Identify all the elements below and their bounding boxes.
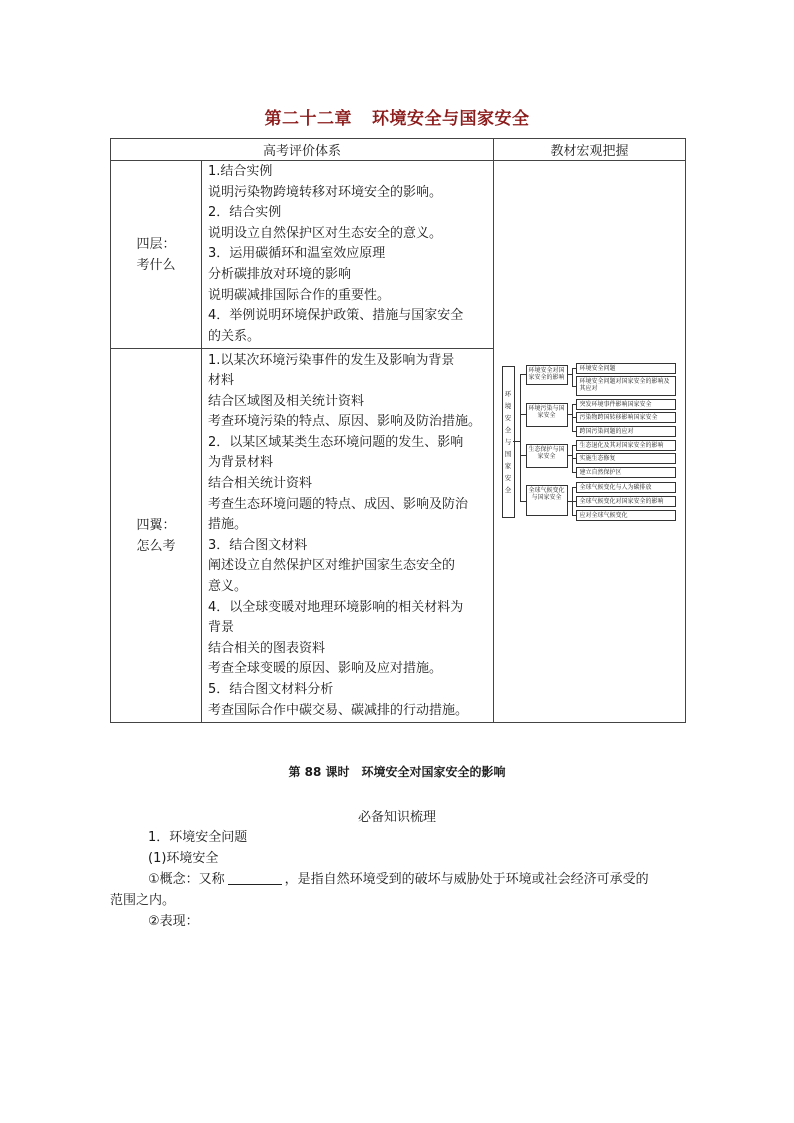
header-textbook-overview: 教材宏观把握 <box>494 139 686 161</box>
mindmap-leaf: 跨国污染问题的应对 <box>576 426 676 437</box>
section-title: 必备知识梳理 <box>357 810 436 825</box>
mindmap-cell <box>494 161 686 723</box>
concept-line: ①概念：又称 ，是指自然环境受到的破坏与威胁处于环境或社会经济可承受的 <box>148 872 649 887</box>
mindmap-leaf: 环境安全问题 <box>576 363 676 374</box>
evaluation-table <box>110 138 686 723</box>
mindmap-leaf: 污染物跨国转移影响国家安全 <box>576 412 676 423</box>
mindmap-leaf: 应对全球气候变化 <box>576 510 676 521</box>
mindmap-leaf: 全球气候变化与人为碳排放 <box>576 482 676 493</box>
four-layers-content: 1.结合实例 说明污染物跨境转移对环境安全的影响。 2．结合实例 说明设立自然保护区对生态安全的意义。 3．运用碳循环和温室效应原理 分析碳排放对环境的影响 说明碳减排国际合作的重要性。 4．举例说明环境保护政策、措施与国家安全 的关系。 <box>202 161 494 349</box>
lesson-title: 第 88 课时 环境安全对国家安全的影响 <box>288 765 506 779</box>
manifestation-label: ②表现： <box>148 914 199 929</box>
mindmap-leaf: 全球气候变化对国家安全的影响 <box>576 496 676 507</box>
chapter-number: 第二十二章 <box>264 109 352 129</box>
chapter-name: 环境安全与国家安全 <box>372 109 530 129</box>
row-label-four-wings: 四翼： 怎么考 <box>111 349 202 723</box>
mindmap-leaf: 建立自然保护区 <box>576 467 676 478</box>
mindmap-root: 环境安全与国家安全 <box>502 366 515 518</box>
mindmap-branch-1: 环境安全对国家安全的影响 <box>526 365 568 385</box>
mindmap-leaf: 生态退化及其对国家安全的影响 <box>576 440 676 451</box>
mindmap-branch-2: 环境污染与国家安全 <box>526 403 568 427</box>
concept-line-continued: 范围之内。 <box>110 893 176 908</box>
body-content <box>110 827 685 932</box>
heading-environment-security-issues: 1．环境安全问题 <box>148 830 248 845</box>
header-exam-evaluation: 高考评价体系 <box>111 139 494 161</box>
row-label-four-layers: 四层： 考什么 <box>111 161 202 349</box>
mindmap-leaf: 实施生态修复 <box>576 453 676 464</box>
chapter-title <box>0 104 794 129</box>
mindmap-branch-3: 生态保护与国家安全 <box>526 444 568 468</box>
mindmap-leaf: 环境安全问题对国家安全的影响及其应对 <box>576 376 676 396</box>
mindmap-leaf: 突发环境事件影响国家安全 <box>576 399 676 410</box>
mindmap-branch-4: 全球气候变化与国家安全 <box>526 485 568 516</box>
four-wings-content: 1.以某次环境污染事件的发生及影响为背景 材料 结合区域图及相关统计资料 考查环境污染的特点、原因、影响及防治措施。 2．以某区域某类生态环境问题的发生、影响 为背景材料 结合相关统计资料 考查生态环境问题的特点、成因、影响及防治 措施。 3．结合图文材料 阐述设立自然保护区对维护国家生态安全的 意义。 4．以全球变暖对地理环境影响的相关材料为 背景 结合相关的图表资料 考查全球变暖的原因、影响及应对措施。 5．结合图文材料分析 考查国际合作中碳交易、碳减排的行动措施。 <box>202 349 494 723</box>
knowledge-mindmap <box>500 362 680 522</box>
subheading-environment-security: (1)环境安全 <box>148 851 219 866</box>
fill-in-blank[interactable] <box>228 871 282 885</box>
